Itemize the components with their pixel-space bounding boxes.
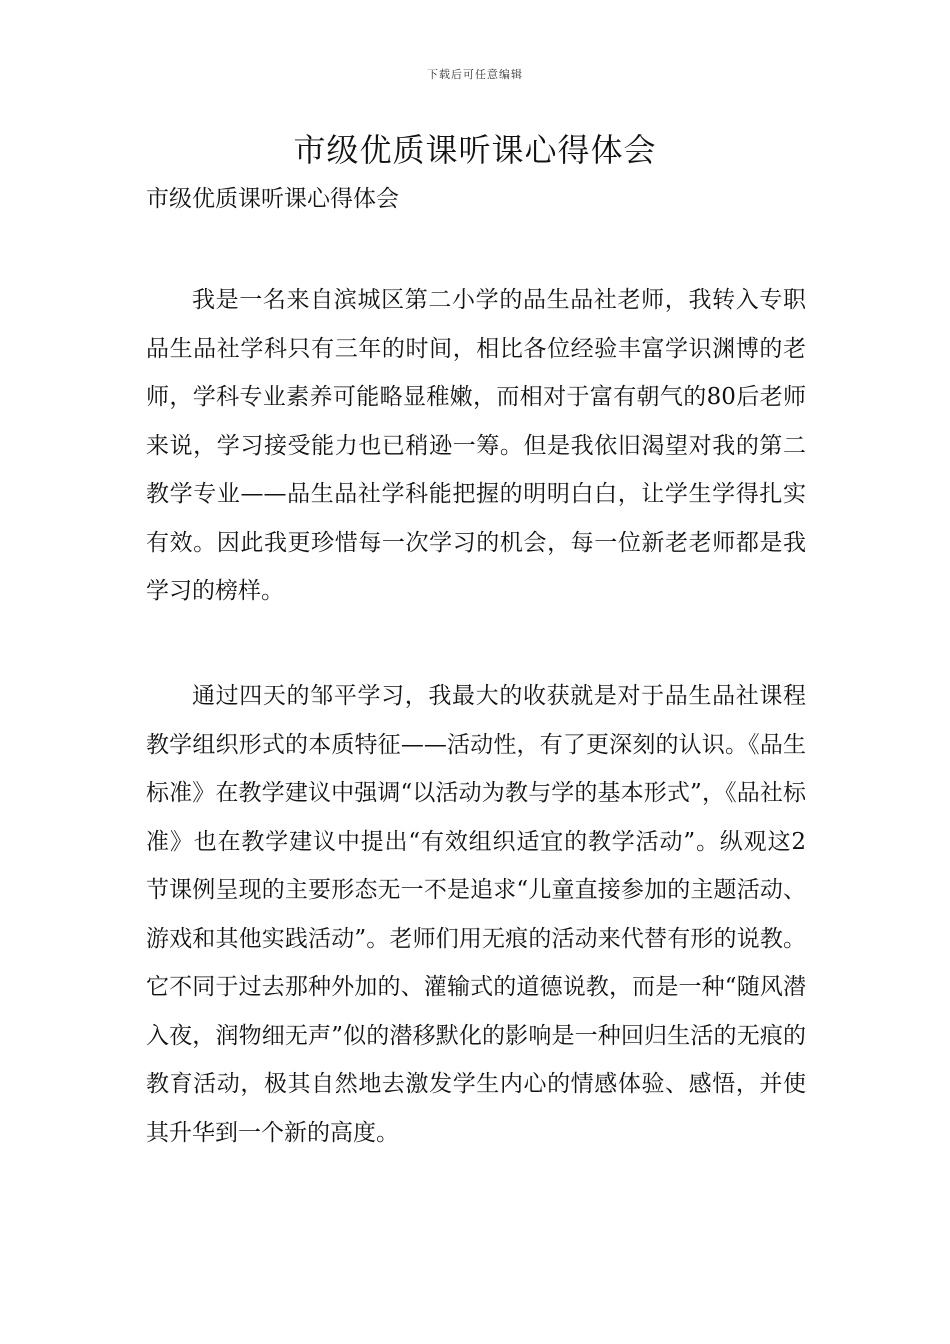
header-note: 下载后可任意编辑 — [427, 68, 523, 81]
document-subtitle: 市级优质课听课心得体会 — [146, 186, 399, 212]
document-title: 市级优质课听课心得体会 — [293, 131, 657, 169]
paragraph-1: 我是一名来自滨城区第二小学的品生品社老师，我转入专职品生品社学科只有三年的时间，相比各位经验丰富学识渊博的老师，学科专业素养可能略显稚嫩，而相对于富有朝气的80后老师来说，学习接受能力也已稍逊一筹。但是我依旧渴望对我的第二教学专业——品生品社学科能把握的明明白白，让学生学得扎实有效。因此我更珍惜每一次学习的机会，每一位新老老师都是我学习的榜样。 — [146, 287, 806, 604]
paragraph-2: 通过四天的邹平学习，我最大的收获就是对于品生品社课程教学组织形式的本质特征——活动性，有了更深刻的认识。《品生标准》在教学建议中强调“以活动为教与学的基本形式”，《品社标准》也在教学建议中提出“有效组织适宜的教学活动”。纵观这2 节课例呈现的主要形态无一不是追求“儿童直接参加的主题活动、游戏和其他实践活动”。老师们用无痕的活动来代替有形的说教。它不同于过去那种外加的、灌输式的道德说教，而是一种“随风潜入夜，润物细无声”似的潜移默化的影响是一种回归生活的无痕的教育活动，极其自然地去激发学生内心的情感体验、感悟，并使其升华到一个新的高度。 — [146, 683, 806, 1146]
